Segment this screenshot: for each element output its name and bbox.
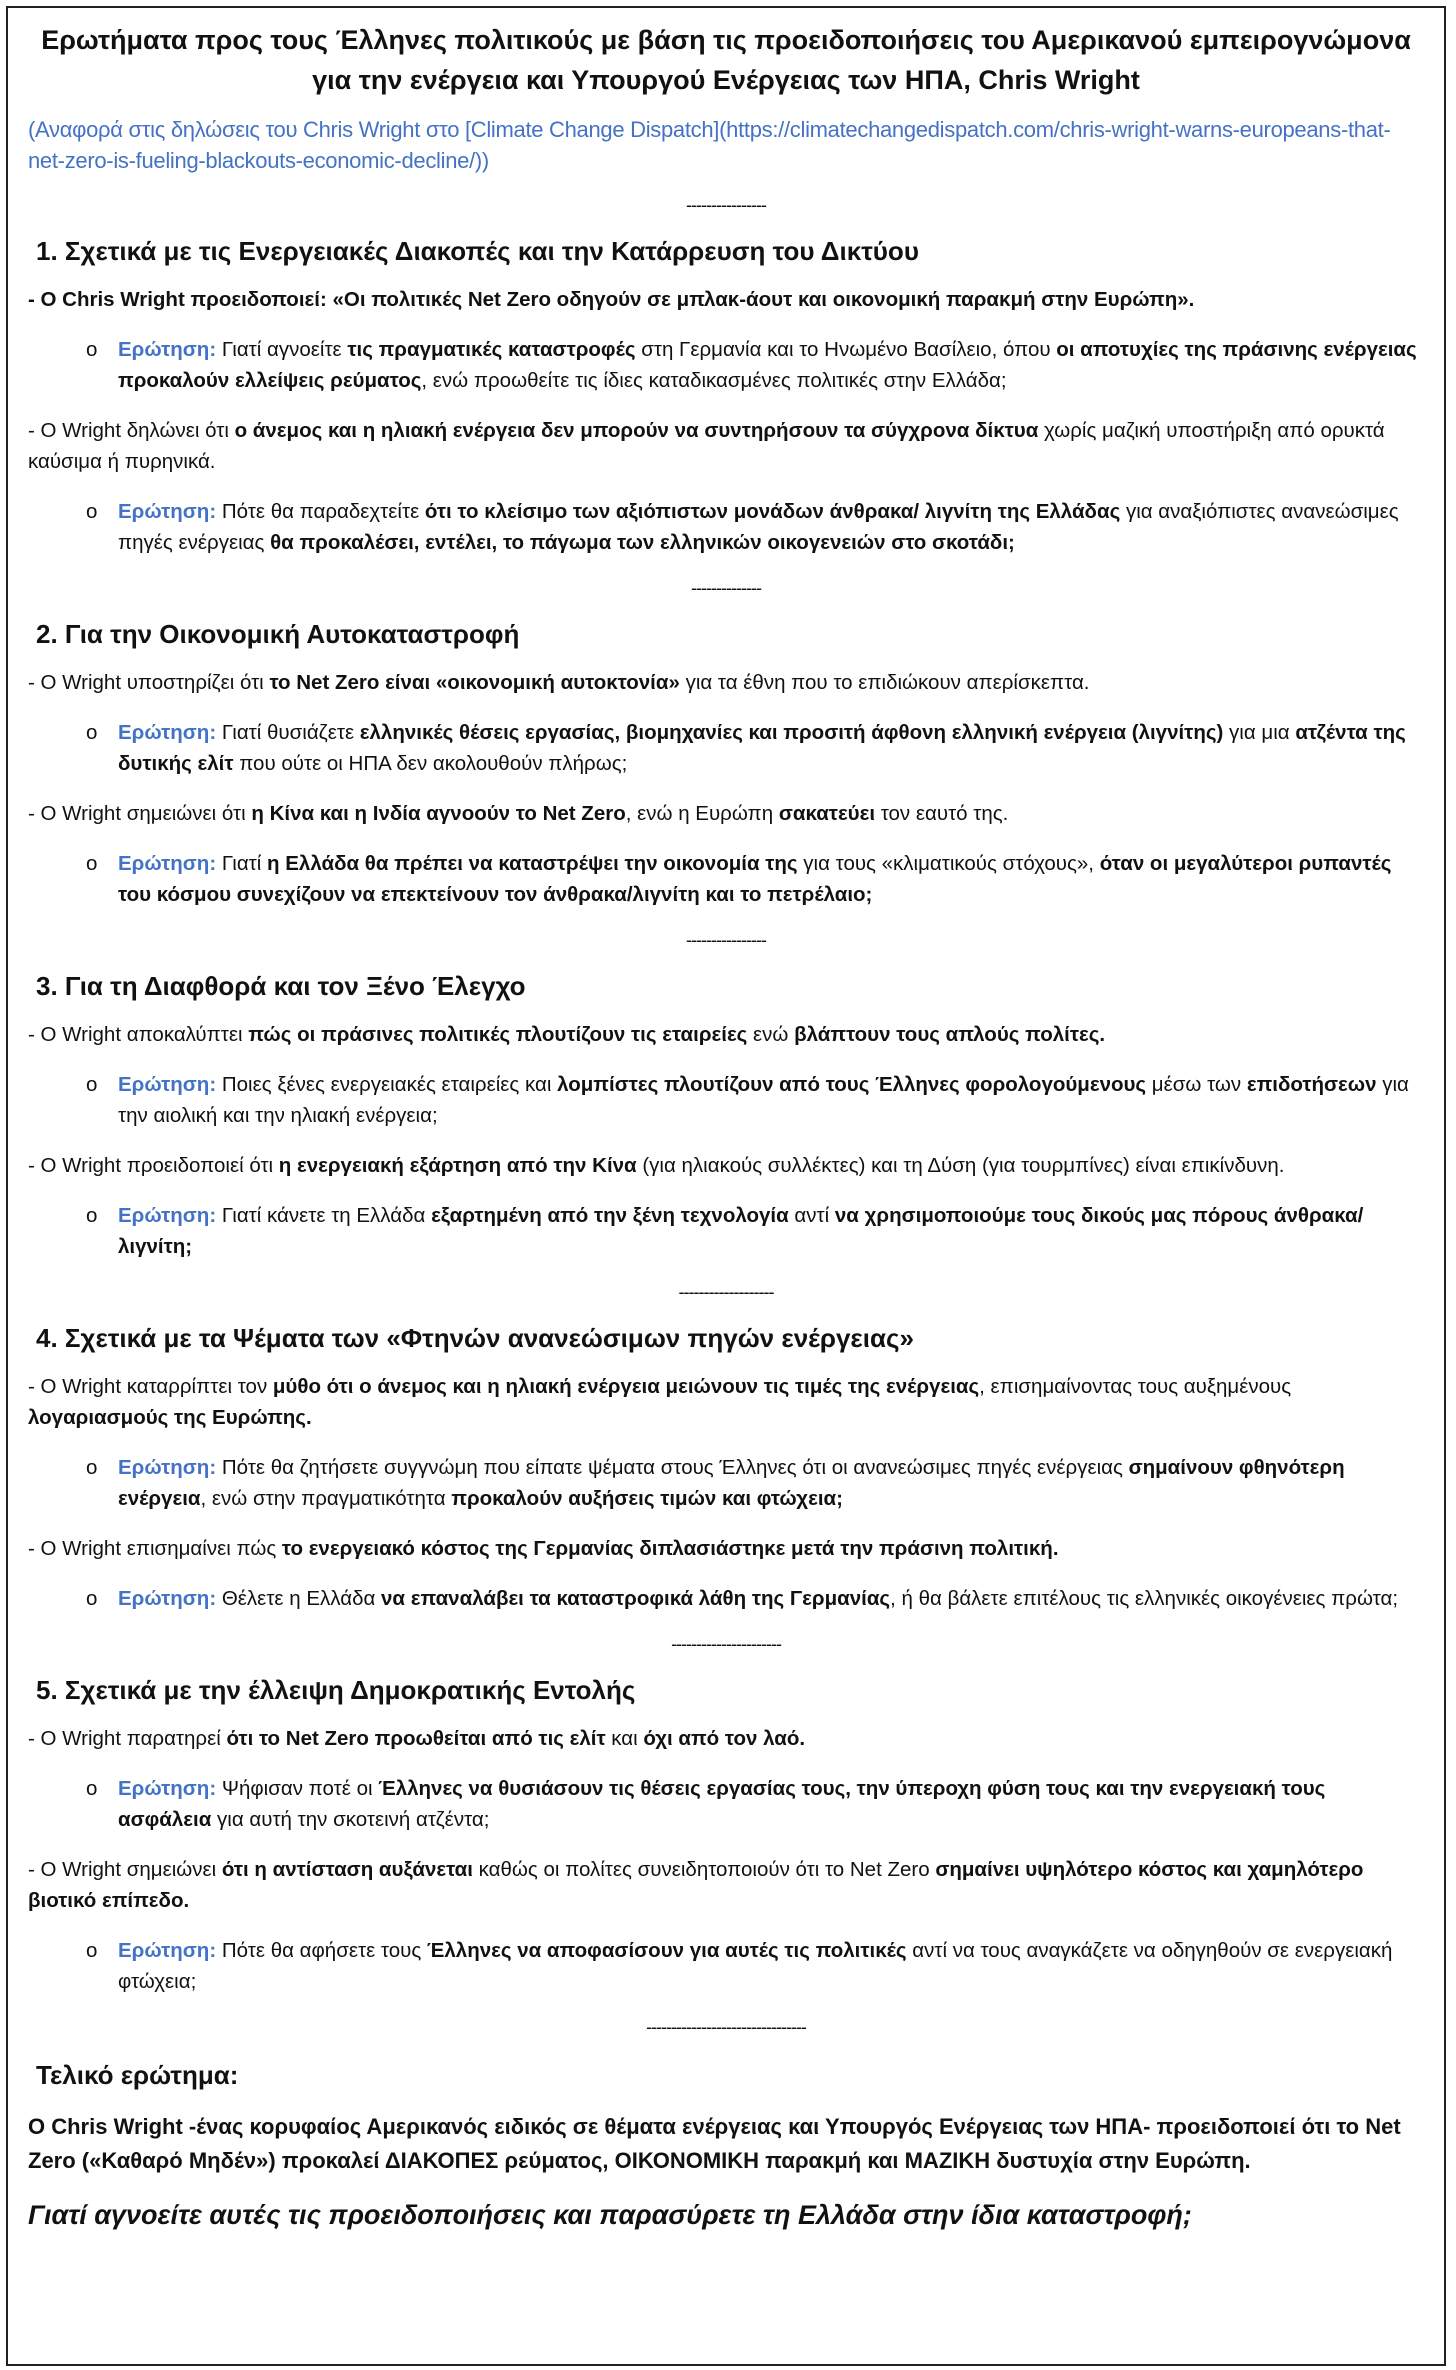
document-page	[6, 6, 1446, 2366]
text-segment: , ενώ η Ευρώπη	[625, 802, 779, 825]
text-segment: καθώς οι πολίτες συνειδητοποιούν ότι το Net Zero	[472, 1858, 936, 1881]
bullet-icon: o	[86, 1939, 98, 1962]
separator: --------------------------------	[646, 2017, 806, 2037]
statement-paragraph	[28, 667, 1424, 698]
text-segment: - Ο Wright παρατηρεί	[28, 1727, 227, 1750]
text-segment: Ποιες ξένες ενεργειακές εταιρείες και	[216, 1073, 558, 1096]
final-question: Γιατί αγνοείτε αυτές τις προειδοποιήσεις και παρασύρετε τη Ελλάδα στην ίδια καταστροφή;	[28, 2200, 1192, 2230]
bullet-icon: o	[86, 852, 98, 875]
document-body	[28, 194, 1424, 2038]
text-segment: μέσω των	[1146, 1073, 1247, 1096]
question-item	[86, 496, 1424, 558]
emphasis-text: όχι από τον λαό.	[643, 1727, 806, 1750]
emphasis-text: σακατεύει	[778, 802, 876, 825]
document-title: Ερωτήματα προς τους Έλληνες πολιτικούς με βάση τις προειδοποιήσεις του Αμερικανού εμπειρογνώμονα για την ενέργεια και Υπουργού Ενέργειας των ΗΠΑ, Chris Wright	[41, 25, 1411, 95]
statement-paragraph	[28, 284, 1424, 315]
text-segment: για μια	[1223, 721, 1296, 744]
question-item	[86, 1583, 1424, 1614]
bullet-icon: o	[86, 721, 98, 744]
separator: --------------	[691, 578, 761, 598]
emphasis-text: σημαίνει υψηλότερο κόστος και χαμηλότερο βιοτικό επίπεδο.	[28, 1858, 1364, 1912]
emphasis-text: Έλληνες να αποφασίσουν για αυτές τις πολιτικές	[426, 1939, 907, 1962]
statement-paragraph	[28, 1371, 1424, 1433]
text-segment: Πότε θα παραδεχτείτε	[216, 500, 425, 523]
emphasis-text: πώς οι πράσινες πολιτικές πλουτίζουν τις εταιρείες	[248, 1023, 748, 1046]
text-segment: για αναξιόπιστες ανανεώσιμες πηγές ενέργειας	[118, 500, 1399, 554]
question-item	[86, 1935, 1424, 1997]
statement-paragraph	[28, 1150, 1424, 1181]
emphasis-text: να χρησιμοποιούμε τους δικούς μας πόρους άνθρακα/ λιγνίτη;	[118, 1204, 1364, 1258]
text-segment: που ούτε οι ΗΠΑ δεν ακολουθούν πλήρως;	[233, 752, 628, 775]
text-segment: - Ο Wright προειδοποιεί ότι	[28, 1154, 279, 1177]
text-segment: Γιατί	[216, 852, 268, 875]
emphasis-text: λογαριασμούς της Ευρώπης.	[28, 1406, 312, 1429]
text-segment: και	[605, 1727, 644, 1750]
text-segment: για την αιολική και την ηλιακή ενέργεια;	[118, 1073, 1409, 1127]
question-item	[86, 1773, 1424, 1835]
text-segment: - Ο Wright υποστηρίζει ότι	[28, 671, 270, 694]
question-label: Ερώτηση:	[118, 1456, 217, 1479]
source-reference-link[interactable]: (Αναφορά στις δηλώσεις του Chris Wright στο [Climate Change Dispatch](https://climatechangedispatch.com/chris-wright-warns-europeans-that-net-zero-is-fueling-blackouts-economic-decline/))	[28, 117, 1391, 173]
question-item	[86, 1200, 1424, 1262]
text-segment: για τους «κλιματικούς στόχους»,	[797, 852, 1100, 875]
question-label: Ερώτηση:	[118, 1777, 217, 1800]
text-segment: ενώ	[747, 1023, 795, 1046]
emphasis-text: ο άνεμος και η ηλιακή ενέργεια δεν μπορούν να συντηρήσουν τα σύγχρονα δίκτυα	[234, 419, 1039, 442]
text-segment: χωρίς μαζική υποστήριξη από ορυκτά καύσιμα ή πυρηνικά.	[28, 419, 1385, 473]
question-label: Ερώτηση:	[118, 721, 217, 744]
bullet-icon: o	[86, 1204, 98, 1227]
bullet-icon: o	[86, 1073, 98, 1096]
question-item	[86, 717, 1424, 779]
text-segment: αντί	[788, 1204, 835, 1227]
question-label: Ερώτηση:	[118, 852, 217, 875]
text-segment: στη Γερμανία και το Ηνωμένο Βασίλειο, όπου	[635, 338, 1057, 361]
emphasis-text: η ενεργειακή εξάρτηση από την Κίνα	[278, 1154, 637, 1177]
final-statement: Ο Chris Wright -ένας κορυφαίος Αμερικανός ειδικός σε θέματα ενέργειας και Υπουργός Ενέργειας των ΗΠΑ- προειδοποιεί ότι το Net Zero («Καθαρό Μηδέν») προκαλεί ΔΙΑΚΟΠΕΣ ρεύματος, ΟΙΚΟΝΟΜΙΚΗ παρακμή και ΜΑΖΙΚΗ δυστυχία στην Ευρώπη.	[28, 2114, 1401, 2173]
emphasis-text: ότι το κλείσιμο των αξιόπιστων μονάδων άνθρακα/ λιγνίτη της Ελλάδας	[424, 500, 1121, 523]
bullet-icon: o	[86, 1456, 98, 1479]
bullet-icon: o	[86, 500, 98, 523]
text-segment: - Ο Wright καταρρίπτει τον	[28, 1375, 273, 1398]
separator: -------------------	[678, 1282, 774, 1302]
emphasis-text: οι αποτυχίες της πράσινης ενέργειας προκαλούν ελλείψεις ρεύματος	[118, 338, 1417, 392]
text-segment: - Ο Wright σημειώνει	[28, 1858, 222, 1881]
emphasis-text: εξαρτημένη από την ξένη τεχνολογία	[431, 1204, 789, 1227]
text-segment: - Ο Wright αποκαλύπτει	[28, 1023, 249, 1046]
question-label: Ερώτηση:	[118, 500, 217, 523]
statement-paragraph	[28, 1854, 1424, 1916]
emphasis-text: η Κίνα και η Ινδία αγνοούν το Net Zero	[251, 802, 626, 825]
emphasis-text: ατζέντα της δυτικής ελίτ	[118, 721, 1406, 775]
statement-paragraph	[28, 1723, 1424, 1754]
emphasis-text: επιδοτήσεων	[1246, 1073, 1377, 1096]
text-segment: Ψήφισαν ποτέ οι	[216, 1777, 379, 1800]
separator: ----------------	[686, 930, 766, 950]
section-heading: 5. Σχετικά με την έλλειψη Δημοκρατικής Εντολής	[36, 1675, 636, 1705]
text-segment: , επισημαίνοντας τους αυξημένους	[979, 1375, 1292, 1398]
emphasis-text: όταν οι μεγαλύτεροι ρυπαντές του κόσμου συνεχίζουν να επεκτείνουν τον άνθρακα/λιγνίτη και το πετρέλαιο;	[118, 852, 1392, 906]
text-segment: Θέλετε η Ελλάδα	[216, 1587, 382, 1610]
question-label: Ερώτηση:	[118, 1204, 217, 1227]
emphasis-text: το ενεργειακό κόστος της Γερμανίας διπλασιάστηκε μετά την πράσινη πολιτική.	[281, 1537, 1059, 1560]
section-heading: 2. Για την Οικονομική Αυτοκαταστροφή	[36, 619, 520, 649]
statement-paragraph	[28, 1019, 1424, 1050]
text-segment: (για ηλιακούς συλλέκτες) και τη Δύση (για τουρμπίνες) είναι επικίνδυνη.	[636, 1154, 1285, 1177]
emphasis-text: το Net Zero είναι «οικονομική αυτοκτονία»	[269, 671, 680, 694]
separator: ----------------------	[671, 1634, 781, 1654]
bullet-icon: o	[86, 1587, 98, 1610]
emphasis-text: τις πραγματικές καταστροφές	[347, 338, 636, 361]
final-question-heading: Τελικό ερώτημα:	[36, 2060, 239, 2090]
question-item	[86, 848, 1424, 910]
text-segment: για τα έθνη που το επιδιώκουν απερίσκεπτα.	[679, 671, 1090, 694]
emphasis-text: σημαίνουν φθηνότερη ενέργεια	[118, 1456, 1345, 1510]
text-segment: - Ο Wright επισημαίνει πώς	[28, 1537, 282, 1560]
question-item	[86, 1069, 1424, 1131]
statement-paragraph	[28, 798, 1424, 829]
emphasis-text: προκαλούν αυξήσεις τιμών και φτώχεια;	[451, 1487, 843, 1510]
statement-paragraph	[28, 415, 1424, 477]
section-heading: 3. Για τη Διαφθορά και τον Ξένο Έλεγχο	[36, 971, 526, 1001]
question-label: Ερώτηση:	[118, 338, 217, 361]
emphasis-text: ελληνικές θέσεις εργασίας, βιομηχανίες και προσιτή άφθονη ελληνική ενέργεια (λιγνίτης)	[359, 721, 1224, 744]
emphasis-text: η Ελλάδα θα πρέπει να καταστρέψει την οικονομία της	[267, 852, 798, 875]
text-segment: - Ο Wright δηλώνει ότι	[28, 419, 235, 442]
emphasis-text: θα προκαλέσει, εντέλει, το πάγωμα των ελληνικών οικογενειών στο σκοτάδι;	[270, 531, 1015, 554]
text-segment: - Ο Wright σημειώνει ότι	[28, 802, 252, 825]
text-segment: , ή θα βάλετε επιτέλους τις ελληνικές οικογένειες πρώτα;	[890, 1587, 1399, 1610]
bullet-icon: o	[86, 1777, 98, 1800]
statement-paragraph	[28, 1533, 1424, 1564]
emphasis-text: Έλληνες να θυσιάσουν τις θέσεις εργασίας τους, την ύπεροχη φύση τους και την ενεργειακή τους ασφάλεια	[118, 1777, 1326, 1831]
question-item	[86, 334, 1424, 396]
question-label: Ερώτηση:	[118, 1939, 217, 1962]
text-segment: Γιατί αγνοείτε	[216, 338, 348, 361]
text-segment: αντί να τους αναγκάζετε να οδηγηθούν σε ενεργειακή φτώχεια;	[118, 1939, 1393, 1993]
emphasis-text: λομπίστες πλουτίζουν από τους Έλληνες φορολογούμενους	[557, 1073, 1147, 1096]
question-item	[86, 1452, 1424, 1514]
section-heading: 4. Σχετικά με τα Ψέματα των «Φτηνών ανανεώσιμων πηγών ενέργειας»	[36, 1323, 914, 1353]
emphasis-text: ότι το Net Zero προωθείται από τις ελίτ	[226, 1727, 606, 1750]
separator: ----------------	[686, 195, 766, 215]
text-segment: για αυτή την σκοτεινή ατζέντα;	[211, 1808, 490, 1831]
emphasis-text: μύθο ότι ο άνεμος και η ηλιακή ενέργεια μειώνουν τις τιμές της ενέργειας	[272, 1375, 980, 1398]
text-segment: Πότε θα ζητήσετε συγγνώμη που είπατε ψέματα στους Έλληνες ότι οι ανανεώσιμες πηγές ενέργειας	[216, 1456, 1129, 1479]
text-segment: Γιατί θυσιάζετε	[216, 721, 360, 744]
emphasis-text: ότι η αντίσταση αυξάνεται	[221, 1858, 473, 1881]
text-segment: Γιατί κάνετε τη Ελλάδα	[216, 1204, 432, 1227]
bullet-icon: o	[86, 338, 98, 361]
text-segment: τον εαυτό της.	[875, 802, 1009, 825]
emphasis-text: βλάπτουν τους απλούς πολίτες.	[794, 1023, 1106, 1046]
text-segment: Πότε θα αφήσετε τους	[216, 1939, 427, 1962]
question-label: Ερώτηση:	[118, 1587, 217, 1610]
text-segment: , ενώ προωθείτε τις ίδιες καταδικασμένες πολιτικές στην Ελλάδα;	[421, 369, 1007, 392]
question-label: Ερώτηση:	[118, 1073, 217, 1096]
emphasis-text: - Ο Chris Wright προειδοποιεί: «Οι πολιτικές Net Zero οδηγούν σε μπλακ-άουτ και οικονομική παρακμή στην Ευρώπη».	[28, 288, 1195, 311]
section-heading: 1. Σχετικά με τις Ενεργειακές Διακοπές και την Κατάρρευση του Δικτύου	[36, 236, 919, 266]
emphasis-text: να επαναλάβει τα καταστροφικά λάθη της Γερμανίας	[381, 1587, 891, 1610]
text-segment: , ενώ στην πραγματικότητα	[200, 1487, 452, 1510]
